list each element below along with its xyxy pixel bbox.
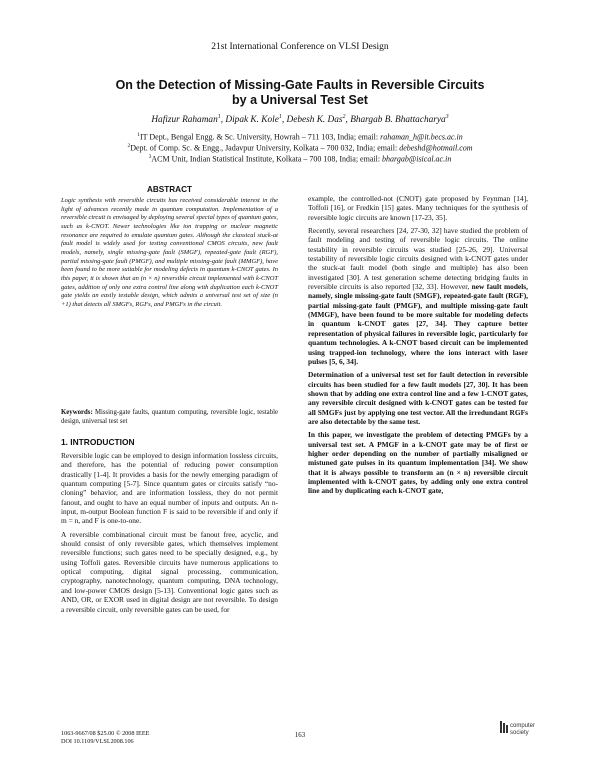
paragraph: Determination of a universal test set for fault detection in reversible circuits has been studied for a few fault models [27, 30]. It has been shown that by adding one extra control line and a few 1-CNOT gates, any reversible circuit designed with k-CNOT gates can be tested for all SMGFs just by applying one test vector. All the irredundant RGFs are also detectable by the same test. <box>308 370 528 426</box>
paragraph <box>308 226 528 366</box>
paragraph: In this paper, we investigate the problem of detecting PMGFs by a universal test set. A PMGF in a k-CNOT gate may be of first or higher order depending on the number of partially misaligned or mistuned gate pulses in its quantum implementation [34]. We show that it is always possible to transform an (n × n) reversible circuit implemented with k-CNOT gates, by adding only one extra control line and by duplicating each k-CNOT gate, <box>308 430 528 496</box>
author-name: Dipak K. Kole <box>225 115 279 126</box>
keywords <box>61 408 278 426</box>
paragraph-bold-run: new fault models, namely, single missing-gate fault (SMGF), repeated-gate fault (RGF), partial missing-gate fault (PMGF), and multiple missing-gate fault (MMGF), have been found to be more suitable for modeling defects in quantum k-CNOT gates [27, 34]. They capture better representation of physical failures in reversible logic, particularly for quantum technologies. A k-CNOT based circuit can be implemented using trapped-ion technology, where the ions interact with laser pulses [5, 6, 34]. <box>308 282 528 366</box>
affiliation-3 <box>40 152 560 165</box>
abstract-heading: ABSTRACT <box>146 185 193 194</box>
copyright-line: 1063-9667/08 $25.00 © 2008 IEEE <box>61 730 150 737</box>
author-mark: 1 <box>217 114 221 120</box>
affiliation-text: Dept. of Comp. Sc. & Engg., Jadavpur University, Kolkata – 700 032, India; email: <box>130 143 400 153</box>
conference-header: 21st International Conference on VLSI Design <box>211 42 389 52</box>
publisher-line: society <box>510 729 529 736</box>
author-name: Debesh K. Das <box>286 115 343 126</box>
page-number: 163 <box>294 732 306 739</box>
affiliation-mark: 1 <box>137 132 140 138</box>
doi-line: DOI 10.1109/VLSI.2008.106 <box>61 738 134 745</box>
author-name: Hafizur Rahaman <box>151 115 218 126</box>
author-name: Bhargab B. Bhattacharya <box>350 115 446 126</box>
computer-society-logo <box>500 720 540 742</box>
right-column-body <box>308 194 528 500</box>
computer-society-logo-icon <box>500 721 510 733</box>
paragraph: Reversible logic can be employed to design information lossless circuits, and therefore, has the potential of reducing power consumption drastically [1-4]. It provides a basis for the newly emerging paradigm of quantum computing [5-7]. Since quantum gates or circuits satisfy “no-cloning” behavior, and are information lossless, they do not permit fanout, and ought to have an equal number of inputs and outputs. An n-input, m-output Boolean function F is said to be reversible if and only if m = n, and F is one-to-one. <box>61 451 278 526</box>
affiliation-email: debeshd@hotmail.com <box>399 143 473 153</box>
author-mark: 1 <box>278 114 282 120</box>
paper-title <box>40 78 560 108</box>
paper-title-line-1: On the Detection of Missing-Gate Faults in Reversible Circuits <box>115 78 485 92</box>
affiliation-email: rahaman_h@it.becs.ac.in <box>380 132 463 142</box>
introduction-body <box>61 451 278 618</box>
author-list: Hafizur Rahaman$^1$, Dipak K. Kole$^1$, Debesh K. Das$^2$, Bhargab B. Bhattacharya$^3$ <box>151 114 449 126</box>
author-mark: 3 <box>445 114 449 120</box>
paragraph: A reversible combinational circuit must be fanout free, acyclic, and should consist of only reversible gates, which themselves implement reversible functions; such gates need to be specially designed, e.g., by using Toffoli gates. Reversible circuits have numerous applications to optical computing, digital signal processing, communication, cryptography, nanotechnology, quantum computing, DNA technology, and low-power CMOS design [5-13]. Conventional logic gates such as AND, OR, or EXOR used in digital design are not reversible. To design a reversible circuit, only reversible gates can be used, for <box>61 529 278 614</box>
publisher-text <box>510 723 535 736</box>
section-heading-introduction: 1. INTRODUCTION <box>61 437 135 447</box>
keywords-label: Keywords: <box>61 409 93 416</box>
paragraph: example, the controlled-not (CNOT) gate proposed by Feynman [14], Toffoli [16], or Fredkin [15] gates. Many techniques for the synthesis of reversible logic circuits are known [17-23, 35]. <box>308 194 528 222</box>
abstract-text: Logic synthesis with reversible circuits has received considerable interest in the light of advances recently made in quantum computation. Implementation of a reversible circuit is envisaged by deploying several special types of quantum gates, such as k-CNOT. Newer technologies like ion trapping or nuclear magnetic resonance are required to emulate quantum gates. Although the classical stuck-at fault model is widely used for testing conventional CMOS circuits, new fault models, namely, single missing-gate fault (SMGF), repeated-gate fault (RGF), partial missing-gate fault (PMGF), and multiple missing-gate fault (MMGF), have been found to be more suitable for modeling defects in quantum k-CNOT gates. In this paper, it is shown that an (n × n) reversible circuit implemented with k-CNOT gates, addition of only one extra control line along with duplication each k-CNOT gate yields an easily testable design, which admits a universal test set of size (n +1) that detects all SMGFs, RGFs, and PMGFs in the circuit. <box>61 197 278 308</box>
paper-title-line-2: by a Universal Test Set <box>232 93 368 107</box>
affiliation-text: IT Dept., Bengal Engg. & Sc. University, Howrah – 711 103, India; email: <box>139 132 381 142</box>
affiliation-mark: 2 <box>127 143 131 149</box>
affiliation-text: ACM Unit, Indian Statistical Institute, Kolkata – 700 108, India; email: <box>151 154 383 164</box>
affiliation-email: bhargab@isical.ac.in <box>382 154 452 164</box>
paragraph-normal-run: Recently, several researchers [24, 27-30, 32] have studied the problem of fault modeling and testing of reversible logic circuits. The online testability in reversible circuits was studied [25-26, 29]. Universal testability of reversible logic circuits designed with k-CNOT gates under the stuck-at fault model (both single and multiple) has also been investigated [30]. A test generation scheme detecting bridging faults in reversible circuits is also reported [32, 33]. However, <box>308 226 528 292</box>
keywords-text: Missing-gate faults, quantum computing, reversible logic, testable design, universal test set <box>61 409 278 425</box>
author-mark: 2 <box>342 114 346 120</box>
publisher-line: computer <box>510 723 536 729</box>
affiliation-mark: 3 <box>148 154 152 160</box>
